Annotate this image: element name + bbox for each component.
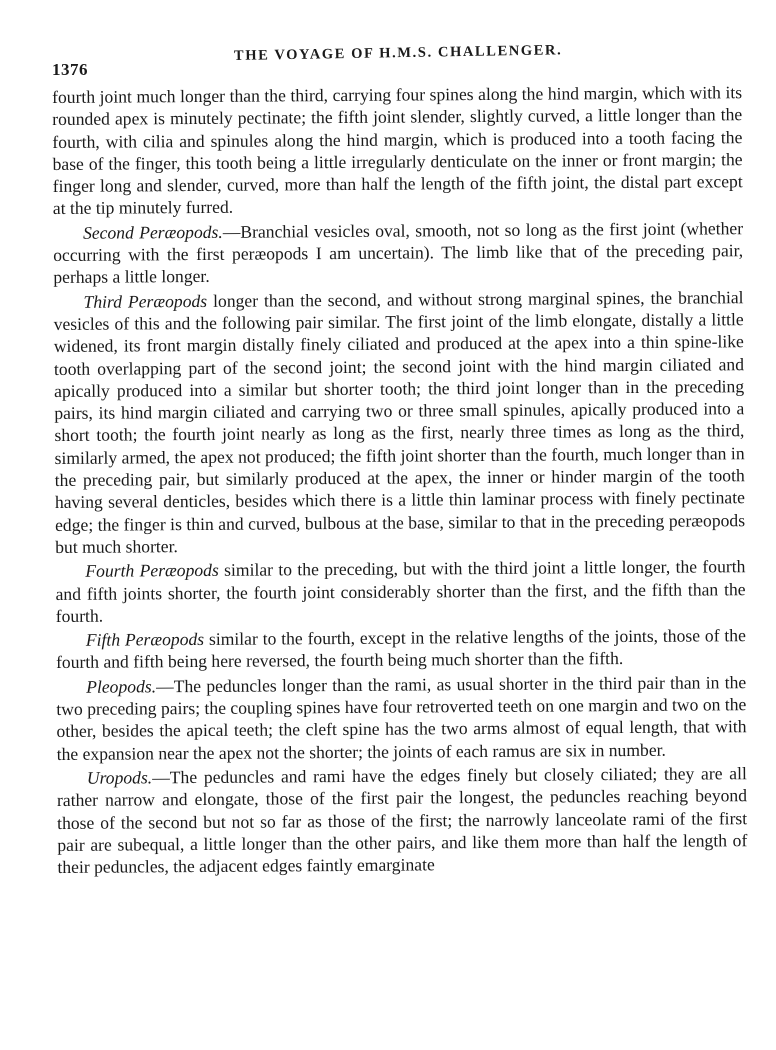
paragraph-text: —The peduncles longer than the rami, as usual shorter in the third pair than in the two preceding pairs; the coupling spines have four retroverted teeth on one margin and two on the other, besides the apical teeth; the cleft spine has the two arms almost of equal length, that with the expansion near the apex not the shorter; the joints of each ramus are six in number.	[56, 671, 747, 764]
page-number: 1376	[52, 60, 88, 79]
running-title: THE VOYAGE OF H.M.S. CHALLENGER.	[233, 42, 563, 64]
paragraph-lead: Uropods.	[86, 767, 153, 788]
paragraph-lead: Pleopods.	[86, 676, 157, 697]
paragraph-text: similar to the preceding, but with the third joint a little longer, the fourth and fifth joints shorter, the fourth joint considerably shorter than the first, and the fifth than the fourth.	[55, 556, 746, 626]
paragraph-lead: Fifth Peræopods	[85, 629, 205, 650]
paragraph-pleopods	[56, 671, 747, 765]
body-text	[52, 81, 748, 880]
paragraph-text: fourth joint much longer than the third, carrying four spines along the hind margin, which with its rounded apex is minutely pectinate; the fifth joint slender, slightly curved, a little longer than the fourth, with cilia and spinules along the hind margin, which is produced into a tooth facing the base of the finger, this tooth being a little irregularly denticulate on the inner or front margin; the finger long and slender, curved, more than half the length of the fifth joint, the distal part except at the tip minutely furred.	[52, 82, 743, 219]
page-header	[52, 42, 742, 79]
paragraph-text: —The peduncles and rami have the edges finely but closely ciliated; they are all rather narrow and elongate, those of the first pair the longest, the peduncles reaching beyond those of the second but not so far as those of the first; the narrowly lanceolate rami of the first pair are subequal, a little longer than the other pairs, and like them more than half the length of their peduncles, the adjacent edges faintly emarginate	[56, 763, 748, 878]
paragraph-text: similar to the fourth, except in the relative lengths of the joints, those of the fourth and fifth being here reversed, the fourth being much shorter than the fifth.	[55, 625, 746, 673]
paragraph-text: —Branchial vesicles oval, smooth, not so long as the first joint (whether occurring with the first peræopods I am uncertain). The limb like that of the preceding pair, perhaps a little longer.	[53, 217, 744, 288]
paragraph-second-peraeopods	[53, 217, 743, 289]
paragraph-lead: Fourth Peræopods	[85, 560, 219, 582]
paragraph-third-peraeopods	[53, 286, 745, 558]
paragraph-fifth-peraeopods	[56, 624, 746, 673]
paragraph-uropods	[57, 762, 748, 878]
paragraph-text: longer than the second, and without strong marginal spines, the branchial vesicles of this and the following pair similar. The first joint of the limb elongate, distally a little widened, its front margin distally finely ciliated and produced at the apex into a thin spine-like tooth overlapping part of the second joint; the second joint with the hind margin ciliated and apically produced into a similar but shorter tooth; the third joint longer than in the preceding pairs, its hind margin ciliated and carrying two or three small spinules, apically produced into a short tooth; the fourth joint nearly as long as the first, nearly three times as long as the third, similarly armed, the apex not produced; the fifth joint shorter than the fourth, much longer than in the preceding pair, but similarly produced at the apex, the inner or hinder margin of the tooth having several denticles, besides which there is a little thin laminar process with finely pectinate edge; the finger is thin and curved, bulbous at the base, similar to that in the preceding peræopods but much shorter.	[53, 286, 746, 557]
paragraph-fourth-peraeopods	[55, 555, 745, 627]
paragraph-lead: Third Peræopods	[83, 290, 208, 312]
paragraph-lead: Second Peræopods.	[82, 221, 223, 243]
paragraph-first-peraeopods-continued	[52, 81, 743, 220]
